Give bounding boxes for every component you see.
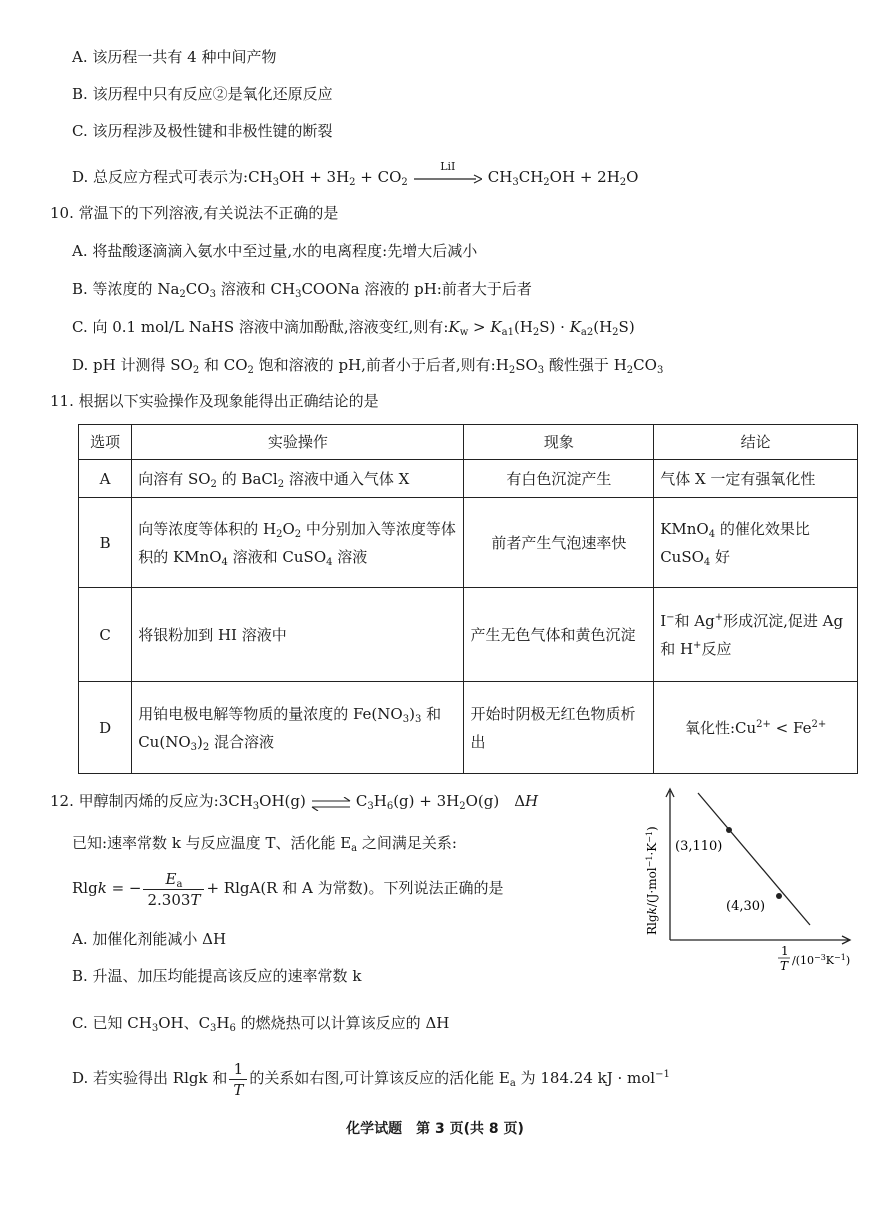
header-conclusion: 结论 [654, 425, 858, 460]
row-d-result: 开始时阴极无红色物质析出 [464, 682, 654, 774]
q10-option-a: A. 将盐酸逐滴滴入氨水中至过量,水的电离程度:先增大后减小 [72, 242, 478, 260]
row-a-operation: 向溶有 $SO_2$ 的 BaCl$_2$ 溶液中通入气体 X [132, 460, 464, 498]
q12-stem: 12. 甲醇制丙烯的反应为$:3CH_3OH(g) C_3H_6(g) + 3H_2O(g)$ ΔH [50, 792, 539, 812]
equilibrium-arrow [310, 795, 352, 809]
header-operation: 实验操作 [132, 425, 464, 460]
row-b-result: 前者产生气泡速率快 [464, 498, 654, 588]
fraction-ea-over-t: $\frac{E_a}{2.303T}$ [143, 869, 204, 910]
row-a-conclusion: 气体 X 一定有强氧化性 [654, 460, 858, 498]
y-axis-label [645, 826, 659, 935]
point-label-4-30: (4,30) [726, 899, 766, 914]
table-row [79, 460, 858, 498]
q9-option-d: D. 总反应方程式可表示为$:CH_3OH + 3H_2 + CO_2$ LiI $CH_3CH_2OH + 2H_2O$ [72, 160, 639, 188]
header-phenomenon: 现象 [464, 425, 654, 460]
q9-option-a: A. 该历程一共有 4 种中间产物 [72, 48, 277, 66]
point-label-3-110: (3,110) [675, 839, 723, 854]
data-point-4-30 [776, 893, 782, 899]
row-d-operation: 用铂电极电解等物质的量浓度的 $Fe(NO_3)_3$ 和 $Cu(NO_3)_2$ 混合溶液 [132, 682, 464, 774]
row-a-result: 有白色沉淀产生 [464, 460, 654, 498]
header-option: 选项 [79, 425, 132, 460]
q9-option-b: B. 该历程中只有反应②是氧化还原反应 [72, 85, 333, 103]
q10-stem: 10. 常温下的下列溶液,有关说法不正确的是 [50, 204, 339, 222]
table-row [79, 588, 858, 682]
row-c-conclusion: I−和 Ag+形成沉淀,促进 Ag 和 H+反应 [654, 588, 858, 682]
rlgk-vs-inverse-t-graph [640, 785, 860, 975]
experiment-table [78, 424, 858, 774]
q10-option-c: C. 向 0.1 mol/L NaHS 溶液中滴加酚酞,溶液变红,则有$:K_w > K_{a1}(H_2S) \cdot K_{a2}(H_2S)$ [72, 318, 635, 338]
q12-option-b: B. 升温、加压均能提高该反应的速率常数 k [72, 967, 362, 985]
page-footer: 化学试题 第 3 页(共 8 页) [346, 1121, 524, 1137]
fraction-one-over-t: $\frac{1}{T}$ [229, 1059, 247, 1100]
q12-option-a: A. 加催化剂能减小 ΔH [72, 930, 227, 948]
q12-formula: Rlgk = − $\frac{E_a}{2.303T}$ + RlgA(R 和 A 为常数)。下列说法正确的是 [72, 869, 504, 909]
data-point-3-110 [726, 827, 732, 833]
svg-text:T: T [780, 959, 789, 973]
x-axis-label [778, 944, 850, 973]
q12-option-d: D. 若实验得出 Rlgk 和 $\frac{1}{T}$ 的关系如右图,可计算该反应的活化能 $E_a$ 为 184.24 kJ · mol$^{-1}$ [72, 1059, 670, 1099]
table-header-row [79, 425, 858, 460]
row-a-option: A [79, 460, 132, 498]
q10-option-d: D. pH 计测得 $SO_2$ 和 $CO_2$ 饱和溶液的 pH,前者小于后者,则有$:H_2SO_3$ 酸性强于 $H_2CO_3$ [72, 356, 664, 376]
row-d-conclusion: 氧化性$:Cu^{2+} < Fe^{2+}$ [654, 682, 858, 774]
table-row [79, 682, 858, 774]
row-b-operation: 向等浓度等体积的 $H_2O_2$ 中分别加入等浓度等体积的 KMnO$_4$ 溶液和 CuSO$_4$ 溶液 [132, 498, 464, 588]
row-c-option: C [79, 588, 132, 682]
row-d-option: D [79, 682, 132, 774]
svg-text:Rlgk/(J·mol−1·K−1): Rlgk/$(J\cdot mol^{-1}\cdot K^{-1})$ [645, 826, 659, 935]
svg-text:/(10−3K−1): $/(10^{-3}K^{-1})$ [792, 953, 851, 967]
row-c-result: 产生无色气体和黄色沉淀 [464, 588, 654, 682]
svg-text:1: 1 [781, 944, 789, 958]
q10-option-b: B. 等浓度的 $Na_2CO_3$ 溶液和 $CH_3COONa$ 溶液的 pH:前者大于后者 [72, 280, 532, 300]
q12-known: 已知:速率常数 k 与反应温度 T、活化能 $E_a$ 之间满足关系: [72, 834, 457, 854]
reaction-arrow: LiI [414, 170, 482, 186]
table-row [79, 498, 858, 588]
q9-option-c: C. 该历程涉及极性键和非极性键的断裂 [72, 122, 333, 140]
row-c-operation: 将银粉加到 HI 溶液中 [132, 588, 464, 682]
q12-option-c: C. 已知 $CH_3OH$、$C_3H_6$ 的燃烧热可以计算该反应的 ΔH [72, 1014, 450, 1034]
row-b-option: B [79, 498, 132, 588]
row-b-conclusion: KMnO$_4$ 的催化效果比 CuSO$_4$ 好 [654, 498, 858, 588]
q11-stem: 11. 根据以下实验操作及现象能得出正确结论的是 [50, 392, 379, 410]
